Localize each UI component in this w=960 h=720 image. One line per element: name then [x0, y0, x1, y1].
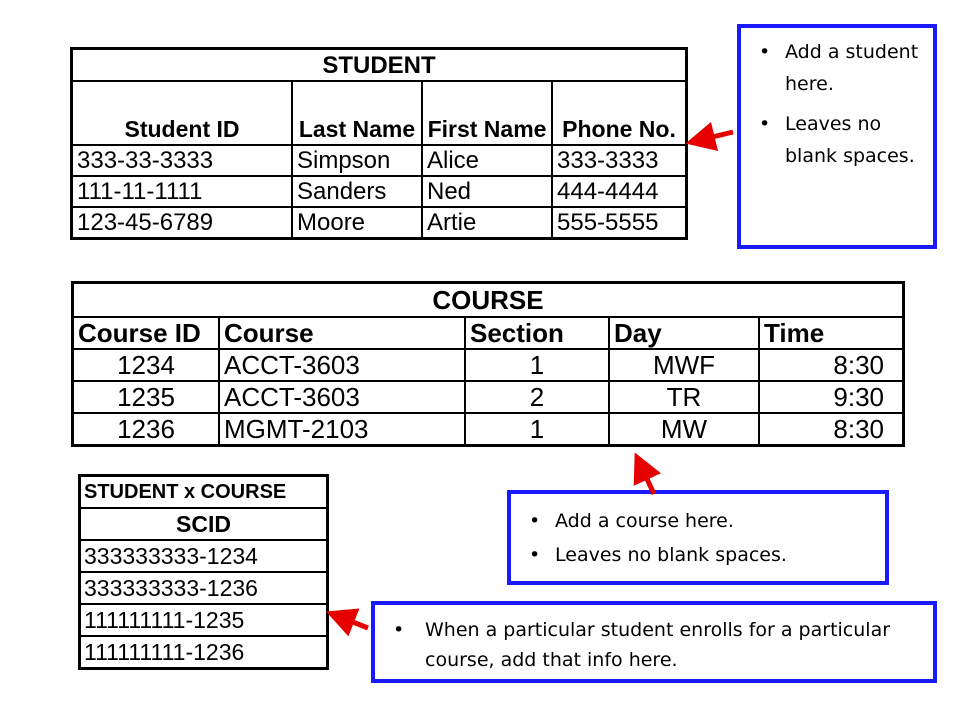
student-header-id: Student ID [72, 81, 293, 145]
table-cell: 333-3333 [552, 145, 687, 176]
student-course-title: STUDENT x COURSE [80, 476, 328, 509]
course-header-section: Section [465, 317, 609, 349]
table-cell: 8:30 [759, 349, 904, 381]
table-cell: Alice [422, 145, 552, 176]
course-table-title: COURSE [73, 283, 904, 318]
table-cell: 111111111-1235 [80, 604, 328, 636]
callout-bullet: • Leaves no blank spaces. [527, 540, 875, 570]
course-header-day: Day [609, 317, 759, 349]
table-cell: Simpson [292, 145, 422, 176]
table-cell: 555-5555 [552, 207, 687, 239]
student-table-title: STUDENT [72, 49, 687, 82]
callout-bullet: • Add a course here. [527, 506, 875, 536]
table-cell: 111-11-1111 [72, 176, 293, 207]
student-header-last: Last Name [292, 81, 422, 145]
table-cell: TR [609, 381, 759, 413]
course-header-id: Course ID [73, 317, 220, 349]
callout-bullet: • Add a student here. [757, 36, 923, 100]
arrow-icon [340, 617, 368, 628]
student-header-phone: Phone No. [552, 81, 687, 145]
course-header-time: Time [759, 317, 904, 349]
table-cell: 8:30 [759, 413, 904, 446]
table-cell: 333-33-3333 [72, 145, 293, 176]
scid-header: SCID [80, 508, 328, 540]
table-cell: Artie [422, 207, 552, 239]
table-cell: 1 [465, 349, 609, 381]
table-cell: 1236 [73, 413, 220, 446]
table-cell: 1234 [73, 349, 220, 381]
table-cell: 333333333-1236 [80, 572, 328, 604]
table-cell: 333333333-1234 [80, 540, 328, 572]
arrow-icon [700, 132, 733, 140]
table-cell: MGMT-2103 [219, 413, 465, 446]
table-cell: Ned [422, 176, 552, 207]
table-cell: ACCT-3603 [219, 349, 465, 381]
callout-bullet: • When a particular student enrolls for a particular course, add that info here. [391, 615, 923, 675]
course-header-course: Course [219, 317, 465, 349]
table-cell: 2 [465, 381, 609, 413]
table-cell: MW [609, 413, 759, 446]
table-cell: 444-4444 [552, 176, 687, 207]
table-cell: 1235 [73, 381, 220, 413]
table-cell: ACCT-3603 [219, 381, 465, 413]
table-cell: Moore [292, 207, 422, 239]
arrow-icon [641, 466, 654, 494]
table-cell: 9:30 [759, 381, 904, 413]
student-header-first: First Name [422, 81, 552, 145]
table-cell: 111111111-1236 [80, 636, 328, 669]
table-cell: 1 [465, 413, 609, 446]
table-cell: 123-45-6789 [72, 207, 293, 239]
callout-bullet: • Leaves no blank spaces. [757, 108, 923, 172]
table-cell: Sanders [292, 176, 422, 207]
table-cell: MWF [609, 349, 759, 381]
